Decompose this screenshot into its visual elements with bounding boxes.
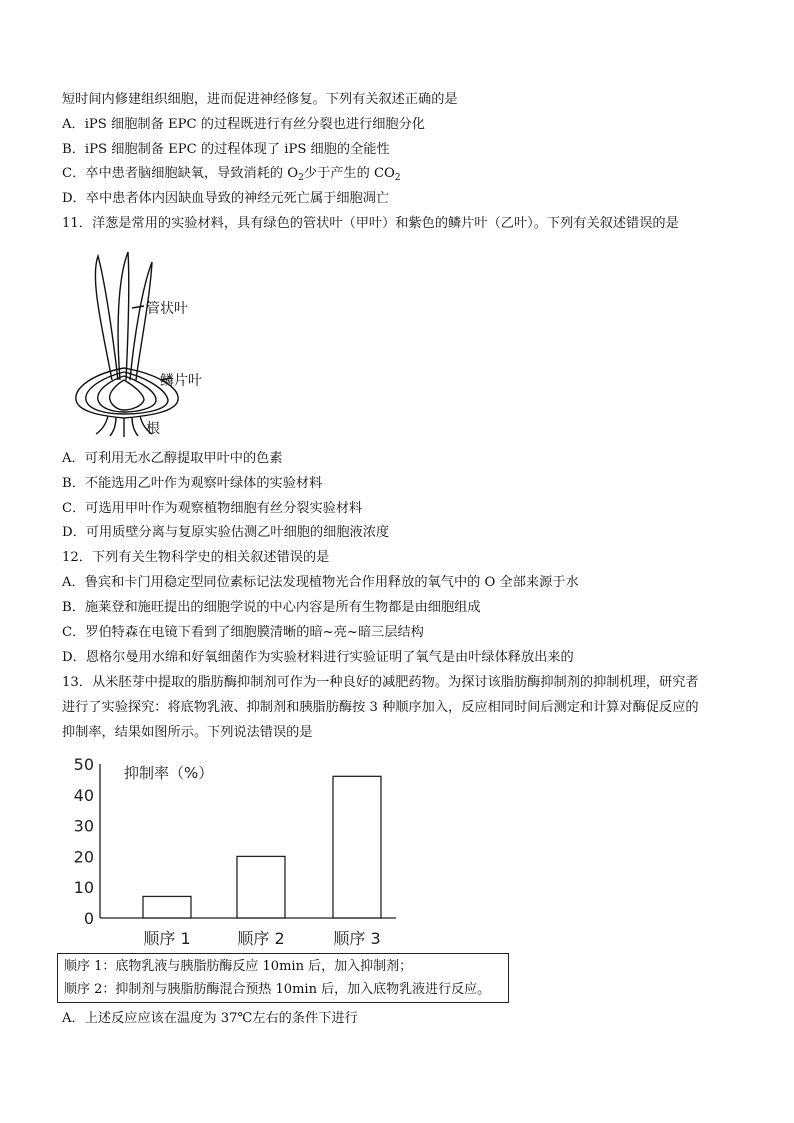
inhibition-rate-bar-chart <box>60 752 480 952</box>
q10-option-b: B．iPS 细胞制备 EPC 的过程体现了 iPS 细胞的全能性 <box>62 142 390 157</box>
q10-option-c: C．卒中患者脑细胞缺氧，导致消耗的 $O_2$少于产生的 $CO_2$ <box>62 166 401 183</box>
label-scale-leaf: 鳞片叶 <box>160 373 202 389</box>
order-legend-box <box>57 953 509 1003</box>
question-11-stem: 11．洋葱是常用的实验材料，具有绿色的管状叶（甲叶）和紫色的鳞片叶（乙叶）。下列有关叙述错误的是 <box>62 216 679 231</box>
q11-option-d: D．可用质壁分离与复原实验估测乙叶细胞的细胞液浓度 <box>62 525 390 540</box>
y-tick-label: 40 <box>73 785 94 805</box>
label-root: 根 <box>146 421 160 437</box>
x-category-label: 顺序 2 <box>237 929 285 948</box>
q11-option-c: C．可选用甲叶作为观察植物细胞有丝分裂实验材料 <box>62 501 363 516</box>
q13-option-a: A．上述反应应该在温度为 37℃左右的条件下进行 <box>62 1011 358 1026</box>
label-tubular-leaf: 管状叶 <box>146 301 188 317</box>
q10-option-a: A．iPS 细胞制备 EPC 的过程既进行有丝分裂也进行细胞分化 <box>62 117 425 132</box>
q12-option-b: B．施莱登和施旺提出的细胞学说的中心内容是所有生物都是由细胞组成 <box>62 600 481 615</box>
bar-order-1 <box>143 896 191 918</box>
question-12-stem: 12．下列有关生物科学史的相关叙述错误的是 <box>62 550 330 565</box>
question-13-stem-line2: 进行了实验探究：将底物乳液、抑制剂和胰脂肪酶按 3 种顺序加入，反应相同时间后测定和计算对酶促反应的 <box>62 700 699 715</box>
y-axis-label: 抑制率（%） <box>124 764 214 782</box>
onion-diagram <box>72 248 212 438</box>
q12-option-d: D．恩格尔曼用水绵和好氧细菌作为实验材料进行实验证明了氧气是由叶绿体释放出来的 <box>62 650 574 665</box>
legend-order-1: 顺序 1：底物乳液与胰脂肪酶反应 10min 后，加入抑制剂； <box>64 959 413 974</box>
tubular-leaf-right <box>130 262 152 380</box>
legend-order-2: 顺序 2：抑制剂与胰脂肪酶混合预热 10min 后，加入底物乳液进行反应。 <box>64 982 491 997</box>
y-tick-label: 0 <box>83 909 94 928</box>
question-13-stem-line1: 13．从米胚芽中提取的脂肪酶抑制剂可作为一种良好的减肥药物。为探讨该脂肪酶抑制剂的抑制机理，研究者 <box>62 675 699 690</box>
y-tick-label: 50 <box>73 755 94 774</box>
q12-option-a: A．鲁宾和卡门用稳定型同位素标记法发现植物光合作用释放的氧气中的 O 全部来源于水 <box>62 575 579 590</box>
y-tick-label: 20 <box>73 847 94 867</box>
question-13-stem-line3: 抑制率，结果如图所示。下列说法错误的是 <box>62 725 313 740</box>
question-10-stem-tail: 短时间内修建组织细胞，进而促进神经修复。下列有关叙述正确的是 <box>62 92 458 107</box>
q12-option-c: C．罗伯特森在电镜下看到了细胞膜清晰的暗~亮~暗三层结构 <box>62 625 424 640</box>
q11-option-b: B．不能选用乙叶作为观察叶绿体的实验材料 <box>62 476 323 491</box>
bar-order-3 <box>333 776 381 918</box>
y-tick-label: 30 <box>73 816 94 836</box>
bar-order-2 <box>237 856 285 918</box>
tubular-leaf-left <box>95 256 118 380</box>
y-tick-label: 10 <box>73 878 94 898</box>
q10-option-d: D．卒中患者体内因缺血导致的神经元死亡属于细胞凋亡 <box>62 191 390 206</box>
x-category-label: 顺序 1 <box>143 929 191 948</box>
q11-option-a: A．可利用无水乙醇提取甲叶中的色素 <box>62 451 283 466</box>
tubular-leaf-middle <box>118 252 129 380</box>
x-category-label: 顺序 3 <box>333 929 381 948</box>
